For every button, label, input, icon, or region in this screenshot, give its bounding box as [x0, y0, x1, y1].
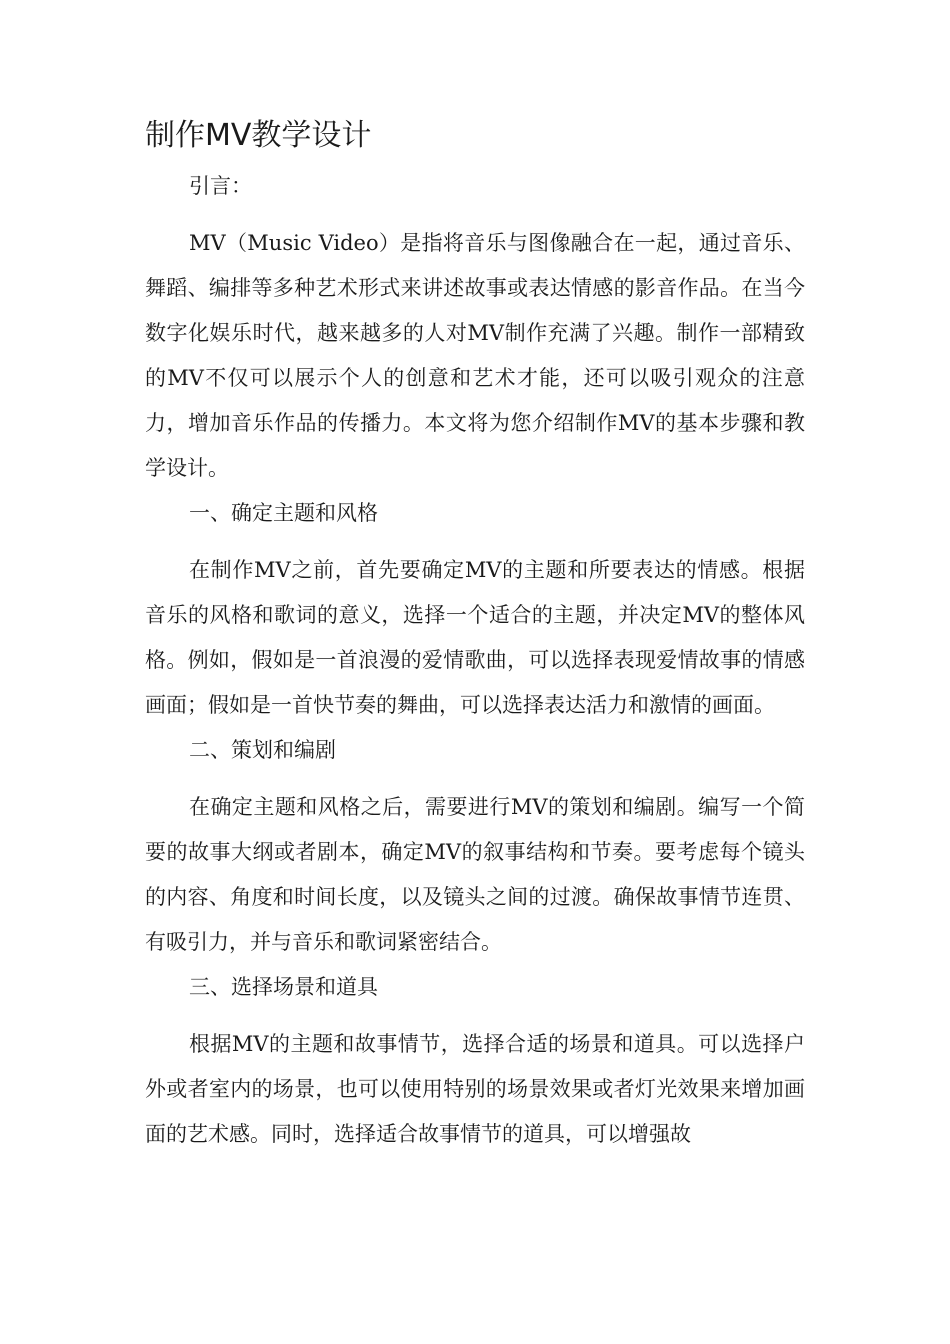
intro-paragraph: MV（Music Video）是指将音乐与图像融合在一起，通过音乐、舞蹈、编排等多种艺术形式来讲述故事或表达情感的影音作品。在当今数字化娱乐时代，越来越多的人对MV制作充满了兴趣。制作一部精致的MV不仅可以展示个人的创意和艺术才能，还可以吸引观众的注意力，增加音乐作品的传播力。本文将为您介绍制作MV的基本步骤和教学设计。 — [145, 231, 805, 480]
section-heading-3: 三、选择场景和道具 — [189, 975, 378, 999]
section-heading-1: 一、确定主题和风格 — [189, 501, 378, 525]
section-paragraph-3: 根据MV的主题和故事情节，选择合适的场景和道具。可以选择户外或者室内的场景，也可以使用特别的场景效果或者灯光效果来增加画面的艺术感。同时，选择适合故事情节的道具，可以增强故 — [145, 1032, 805, 1146]
intro-label: 引言： — [189, 174, 252, 198]
document-body — [145, 164, 805, 1157]
document-title: 制作MV教学设计 — [145, 118, 372, 153]
section-paragraph-2: 在确定主题和风格之后，需要进行MV的策划和编剧。编写一个简要的故事大纲或者剧本，确定MV的叙事结构和节奏。要考虑每个镜头的内容、角度和时间长度，以及镜头之间的过渡。确保故事情节连贯、有吸引力，并与音乐和歌词紧密结合。 — [145, 795, 805, 954]
section-paragraph-1: 在制作MV之前，首先要确定MV的主题和所要表达的情感。根据音乐的风格和歌词的意义，选择一个适合的主题，并决定MV的整体风格。例如，假如是一首浪漫的爱情歌曲，可以选择表现爱情故事的情感画面；假如是一首快节奏的舞曲，可以选择表达活力和激情的画面。 — [145, 558, 805, 717]
section-heading-2: 二、策划和编剧 — [189, 738, 336, 762]
